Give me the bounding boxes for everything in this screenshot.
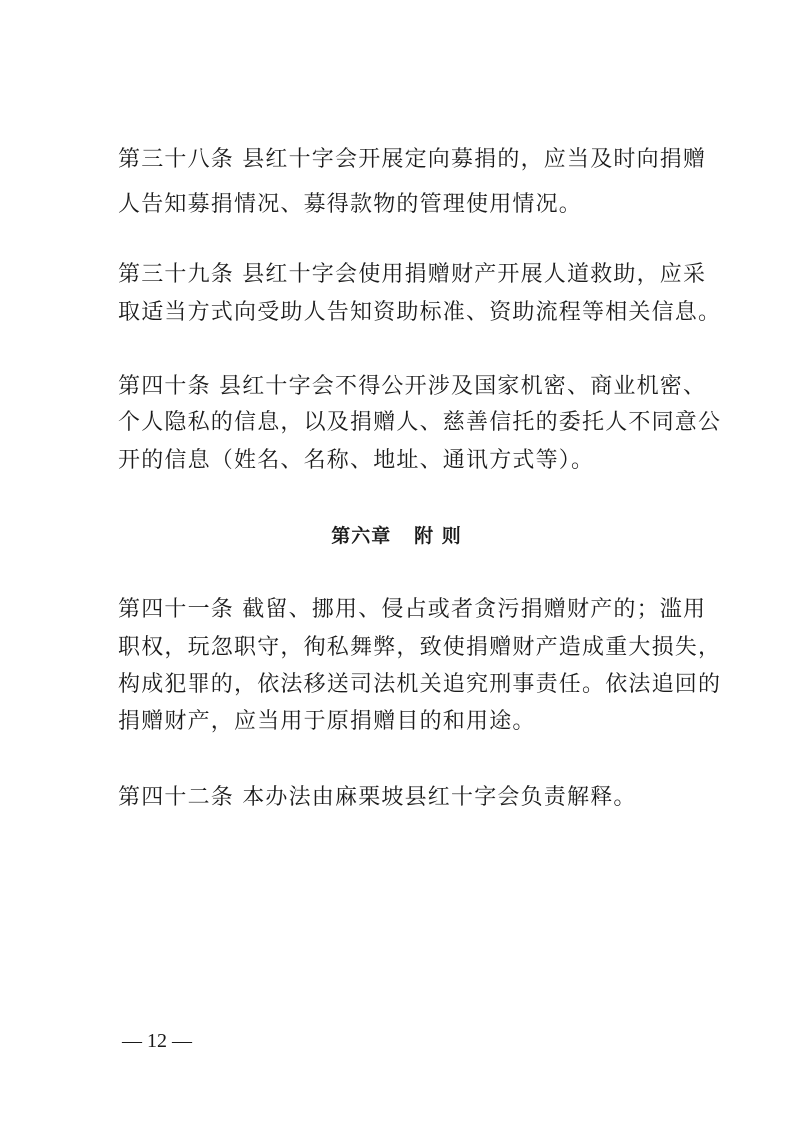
article-40-line-2: 个人隐私的信息，以及捐赠人、慈善信托的委托人不同意公	[118, 410, 722, 435]
article-41-line-4: 捐赠财产，应当用于原捐赠目的和用途。	[118, 709, 536, 734]
article-41-line-2: 职权，玩忽职守，徇私舞弊，致使捐赠财产造成重大损失，	[118, 635, 722, 660]
article-41-line-3: 构成犯罪的，依法移送司法机关追究刑事责任。依法追回的	[118, 672, 722, 697]
article-40-line-3: 开的信息（姓名、名称、地址、通讯方式等）。	[118, 448, 595, 473]
article-38-line-2: 人告知募捐情况、募得款物的管理使用情况。	[118, 192, 583, 217]
article-41-line-1: 第四十一条 截留、挪用、侵占或者贪污捐赠财产的；滥用	[118, 597, 707, 622]
article-40-line-1: 第四十条 县红十字会不得公开涉及国家机密、商业机密、	[118, 374, 707, 399]
article-39-line-2: 取适当方式向受助人告知资助标准、资助流程等相关信息。	[118, 300, 722, 325]
page-number: — 12 —	[122, 1030, 192, 1052]
article-39-line-1: 第三十九条 县红十字会使用捐赠财产开展人道救助，应采	[118, 262, 707, 287]
chapter-title: 第六章 附 则	[331, 525, 462, 547]
article-38-line-1: 第三十八条 县红十字会开展定向募捐的，应当及时向捐赠	[118, 147, 707, 172]
article-42-line-1: 第四十二条 本办法由麻栗坡县红十字会负责解释。	[118, 785, 637, 810]
